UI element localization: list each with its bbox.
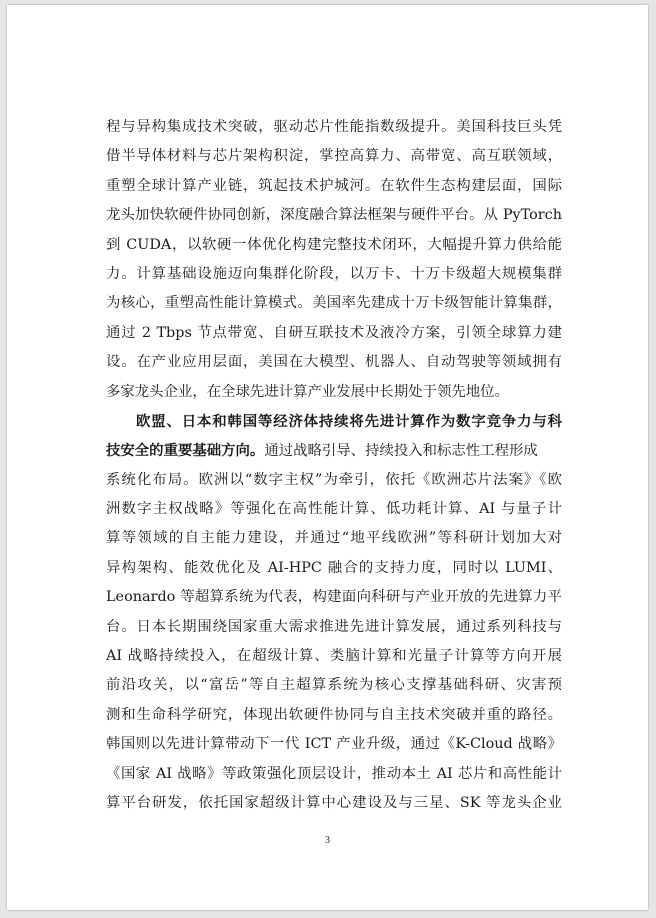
- text-line: 重塑全球计算产业链，筑起技术护城河。在软件生态构建层面，国际: [106, 177, 562, 194]
- text-line: 力。计算基础设施迈向集群化阶段，以万卡、十万卡级超大规模集群: [106, 265, 562, 282]
- text-line: 通过 2 Tbps 节点带宽、自研互联技术及液冷方案，引领全球算力建: [106, 324, 562, 341]
- text-line: 《国家 AI 战略》等政策强化顶层设计，推动本土 AI 芯片和高性能计: [106, 765, 562, 782]
- text-line: 前沿攻关，以“富岳”等自主超算系统为核心支撑基础科研、灾害预: [106, 677, 562, 694]
- text-line: 台。日本长期围绕国家重大需求推进先进计算发展，通过系列科技与: [106, 618, 562, 635]
- text-line: [106, 436, 562, 465]
- text-line: 龙头加快软硬件协同创新，深度融合算法框架与硬件平台。从 PyTorch: [106, 207, 562, 224]
- text-run: 通过战略引导、持续投入和标志性工程形成: [264, 443, 538, 460]
- text-line: 为核心，重塑高性能计算模式。美国率先建成十万卡级智能计算集群，: [106, 295, 562, 312]
- text-line: 算平台研发，依托国家超级计算中心建设及与三星、SK 等龙头企业: [106, 794, 562, 811]
- body-text: [106, 113, 562, 818]
- text-line: Leonardo 等超算系统为代表，构建面向科研与产业开放的先进算力平: [106, 589, 562, 606]
- text-line: 程与异构集成技术突破，驱动芯片性能指数级提升。美国科技巨头凭: [106, 119, 562, 135]
- page-number: 3: [325, 835, 330, 846]
- text-line: 多家龙头企业，在全球先进计算产业发展中长期处于领先地位。: [106, 383, 509, 400]
- text-line: 算等领域的自主能力建设，并通过“地平线欧洲”等科研计划加大对: [106, 530, 562, 547]
- text-line: 异构架构、能效优化及 AI-HPC 融合的支持力度，同时以 LUMI、: [106, 559, 562, 576]
- bold-heading-line: 欧盟、日本和韩国等经济体持续将先进计算作为数字竞争力与科: [136, 412, 562, 430]
- bold-heading-end: 技安全的重要基础方向。: [106, 442, 265, 460]
- text-line: 测和生命科学研究，体现出软硬件协同与自主技术突破并重的路径。: [106, 706, 562, 723]
- text-line: 借半导体材料与芯片架构积淀，掌控高算力、高带宽、高互联领域，: [106, 148, 562, 165]
- text-line: 设。在产业应用层面，美国在大模型、机器人、自动驾驶等领域拥有: [106, 354, 562, 371]
- document-page: [7, 5, 648, 910]
- text-line: AI 战略持续投入，在超级计算、类脑计算和光量子计算等方向开展: [106, 648, 562, 665]
- text-line: 韩国则以先进计算带动下一代 ICT 产业升级，通过《K-Cloud 战略》: [106, 736, 562, 753]
- text-line: 到 CUDA，以软硬一体优化构建完整技术闭环，大幅提升算力供给能: [106, 236, 562, 253]
- text-line: 系统化布局。欧洲以“数字主权”为牵引，依托《欧洲芯片法案》《欧: [106, 471, 562, 488]
- text-line: 洲数字主权战略》等强化在高性能计算、低功耗计算、AI 与量子计: [106, 501, 562, 518]
